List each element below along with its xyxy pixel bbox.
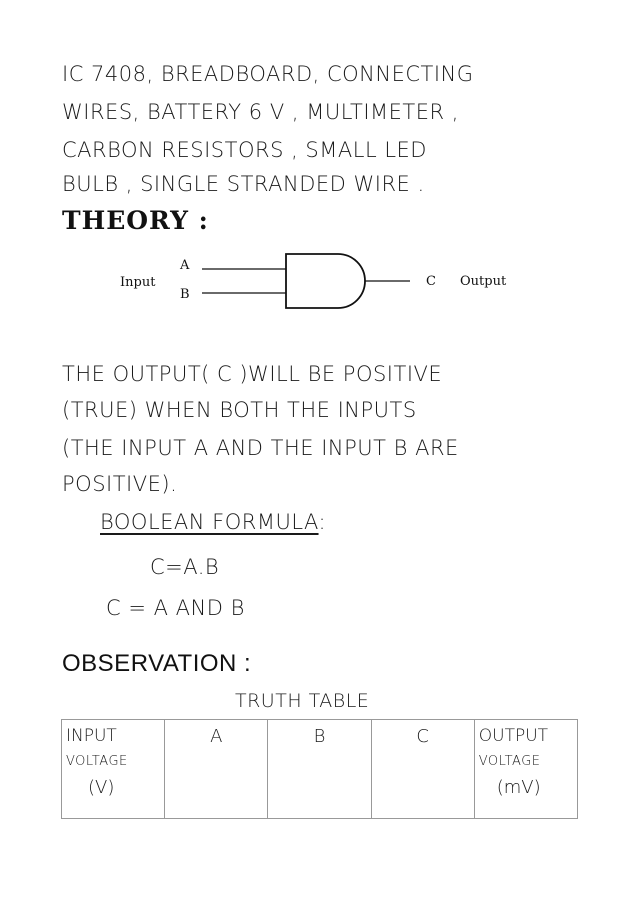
materials-line-4: BULB , SINGLE STRANDED WIRE . [62,172,425,196]
boolean-formula-colon: : [318,510,327,534]
input-label: Input [120,275,156,290]
materials-line-3: CARBON RESISTORS , SMALL LED [62,138,427,162]
header-input-sub: VOLTAGE [66,754,128,769]
formula-and: C = A AND B [106,596,245,620]
header-input-unit: (V) [88,777,115,798]
header-c-label: C [416,726,429,747]
output-c-label: C [426,274,436,289]
truth-table-title: TRUTH TABLE [235,690,370,712]
truth-table [61,719,578,819]
header-input-voltage [62,720,165,819]
boolean-formula-title: BOOLEAN FORMULA [100,510,319,534]
header-input-main: INPUT [66,726,117,746]
materials-line-1: IC 7408, BREADBOARD, CONNECTING [62,62,474,86]
header-a [165,720,268,819]
header-c [371,720,474,819]
header-b-label: B [313,726,326,747]
boolean-formula-heading [100,510,326,534]
and-gate-diagram [110,252,530,322]
header-output-voltage [474,720,577,819]
explanation-line-1: THE OUTPUT( C )WILL BE POSITIVE [62,362,443,386]
explanation-line-4: POSITIVE). [62,472,178,496]
explanation-line-3: (THE INPUT A AND THE INPUT B ARE [62,436,459,460]
header-b [268,720,371,819]
output-label: Output [460,274,507,289]
observation-heading: OBSERVATION : [62,650,252,677]
header-output-main: OUTPUT [478,726,549,746]
input-b-label: B [180,287,190,302]
header-output-unit: (mV) [496,777,541,798]
input-a-label: A [180,258,190,273]
explanation-line-2: (TRUE) WHEN BOTH THE INPUTS [62,398,417,422]
theory-heading: THEORY : [62,206,209,235]
header-output-sub: VOLTAGE [478,754,541,769]
and-gate-body [286,254,365,308]
materials-line-2: WIRES, BATTERY 6 V , MULTIMETER , [62,100,459,124]
formula-dot: C=A.B [150,555,220,579]
table-row [62,720,578,819]
header-a-label: A [210,726,223,747]
